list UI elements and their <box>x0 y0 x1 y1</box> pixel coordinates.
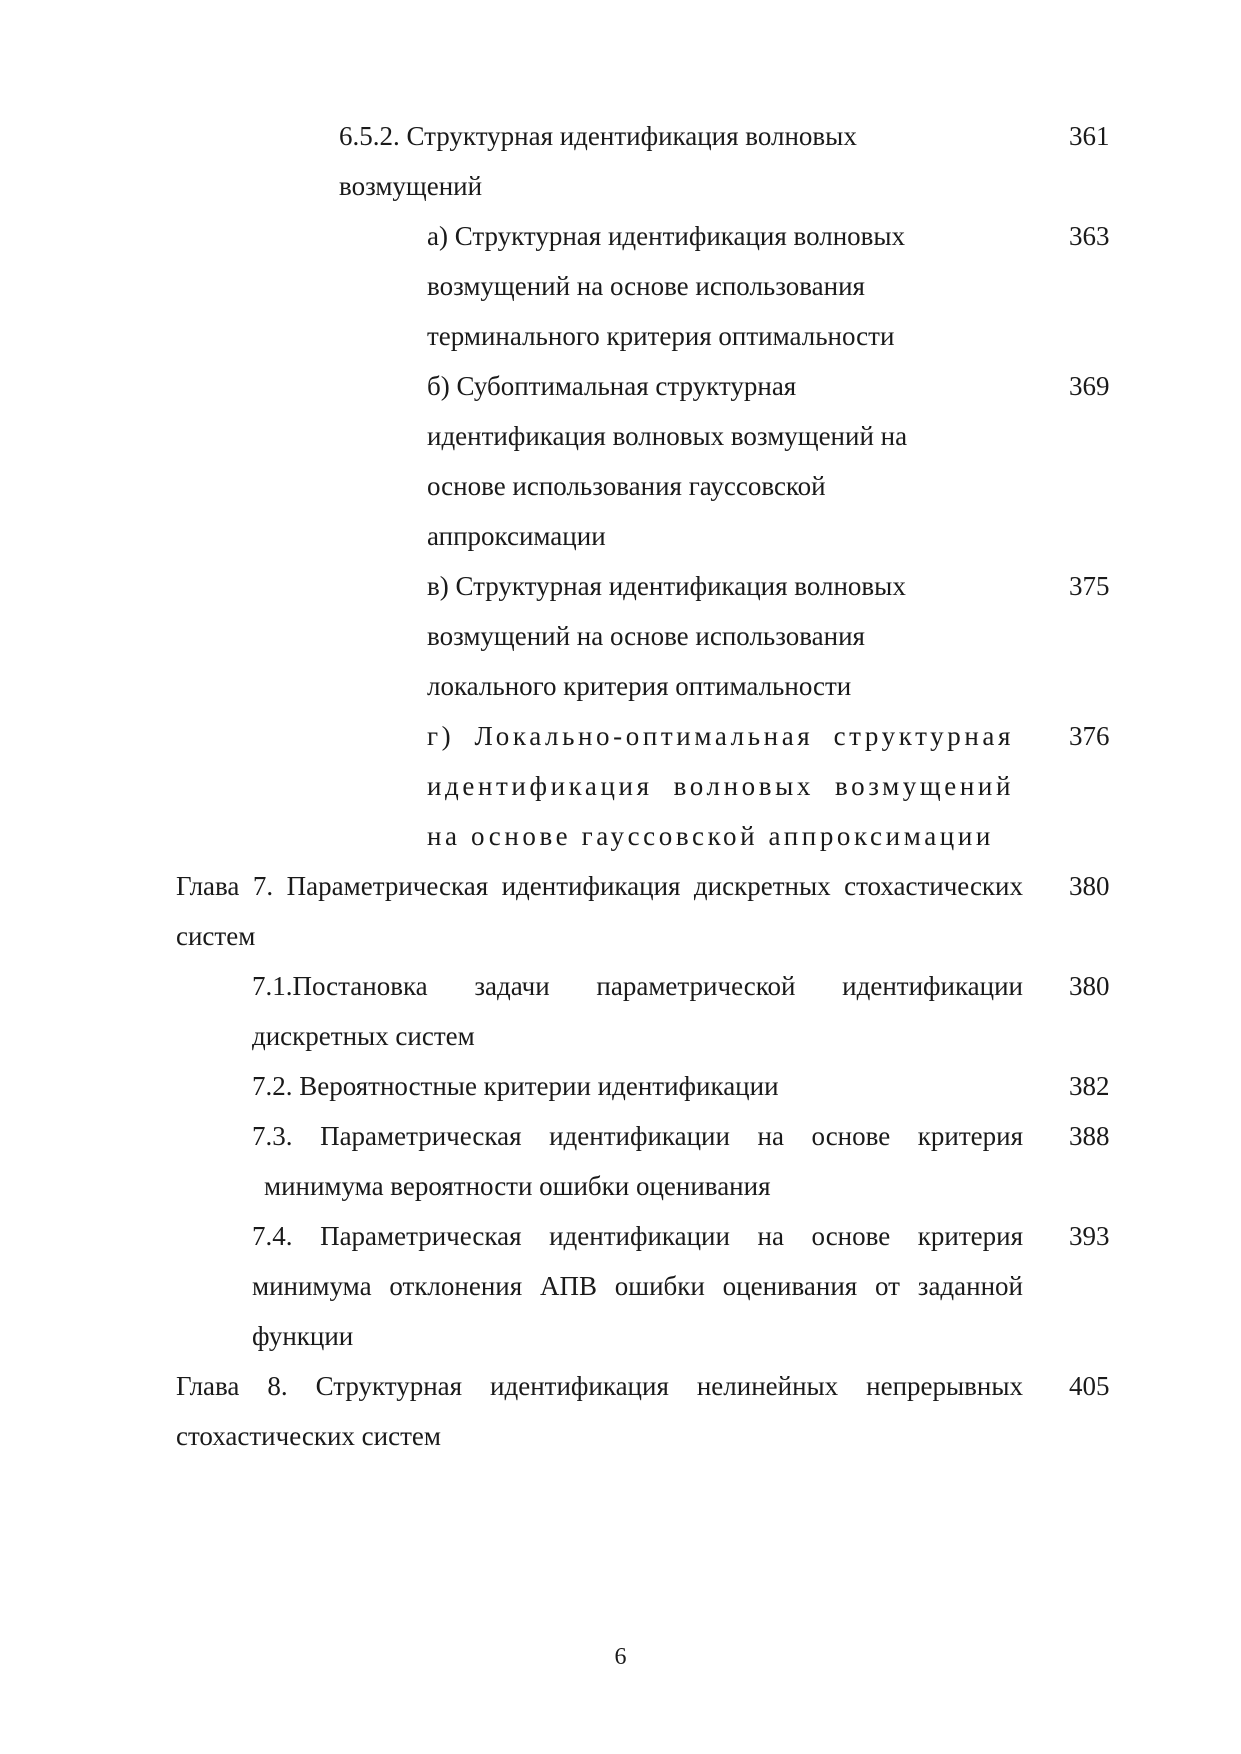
toc-entry-page: 375 <box>1069 571 1110 601</box>
toc-entry-page: 363 <box>1069 221 1110 251</box>
toc-entry-title: г) Локально-оптимальная структурная идентификация волновых возмущений на основе гауссовской аппроксимации <box>427 721 1014 851</box>
toc-entry-title: 7.3. Параметрическая идентификации на основе критерия <box>252 1121 1023 1151</box>
toc-entry-title: 7.1.Постановка задачи параметрической идентификации дискретных систем <box>252 971 1023 1051</box>
toc-entry-title: Глава 8. Структурная идентификация нелинейных непрерывных стохастических систем <box>176 1371 1023 1451</box>
toc-entry-page: 361 <box>1069 121 1110 151</box>
toc-entry-title: 7.4. Параметрическая идентификации на основе критерия минимума отклонения АПВ ошибки оценивания от заданной функции <box>252 1221 1023 1351</box>
toc-entry-title: 7.2. Вероятностные критерии идентификации <box>252 1071 779 1101</box>
toc-entry-title-continuation: минимума вероятности ошибки оценивания <box>264 1171 771 1201</box>
toc-entry-title: 6.5.2. Структурная идентификация волновых возмущений <box>339 121 857 201</box>
toc-entry-title: Глава 7. Параметрическая идентификация дискретных стохастических систем <box>176 871 1023 951</box>
toc-entry-page: 369 <box>1069 371 1110 401</box>
toc-entry-title: а) Структурная идентификация волновых возмущений на основе использования терминального критерия оптимальности <box>427 221 906 351</box>
page-number: 6 <box>614 1644 627 1670</box>
toc-entry-title: б) Субоптимальная структурная идентификация волновых возмущений на основе использования гауссовской аппроксимации <box>427 371 908 551</box>
toc-entry-page: 393 <box>1069 1221 1110 1251</box>
toc-entry-page: 382 <box>1069 1071 1110 1101</box>
toc-entry-page: 376 <box>1069 721 1110 751</box>
toc-entry-page: 405 <box>1069 1371 1110 1401</box>
toc-entry-title: в) Структурная идентификация волновых возмущений на основе использования локального критерия оптимальности <box>427 571 906 701</box>
toc-entry-page: 388 <box>1069 1121 1110 1151</box>
toc-entry-page: 380 <box>1069 871 1110 901</box>
toc-entry-page: 380 <box>1069 971 1110 1001</box>
